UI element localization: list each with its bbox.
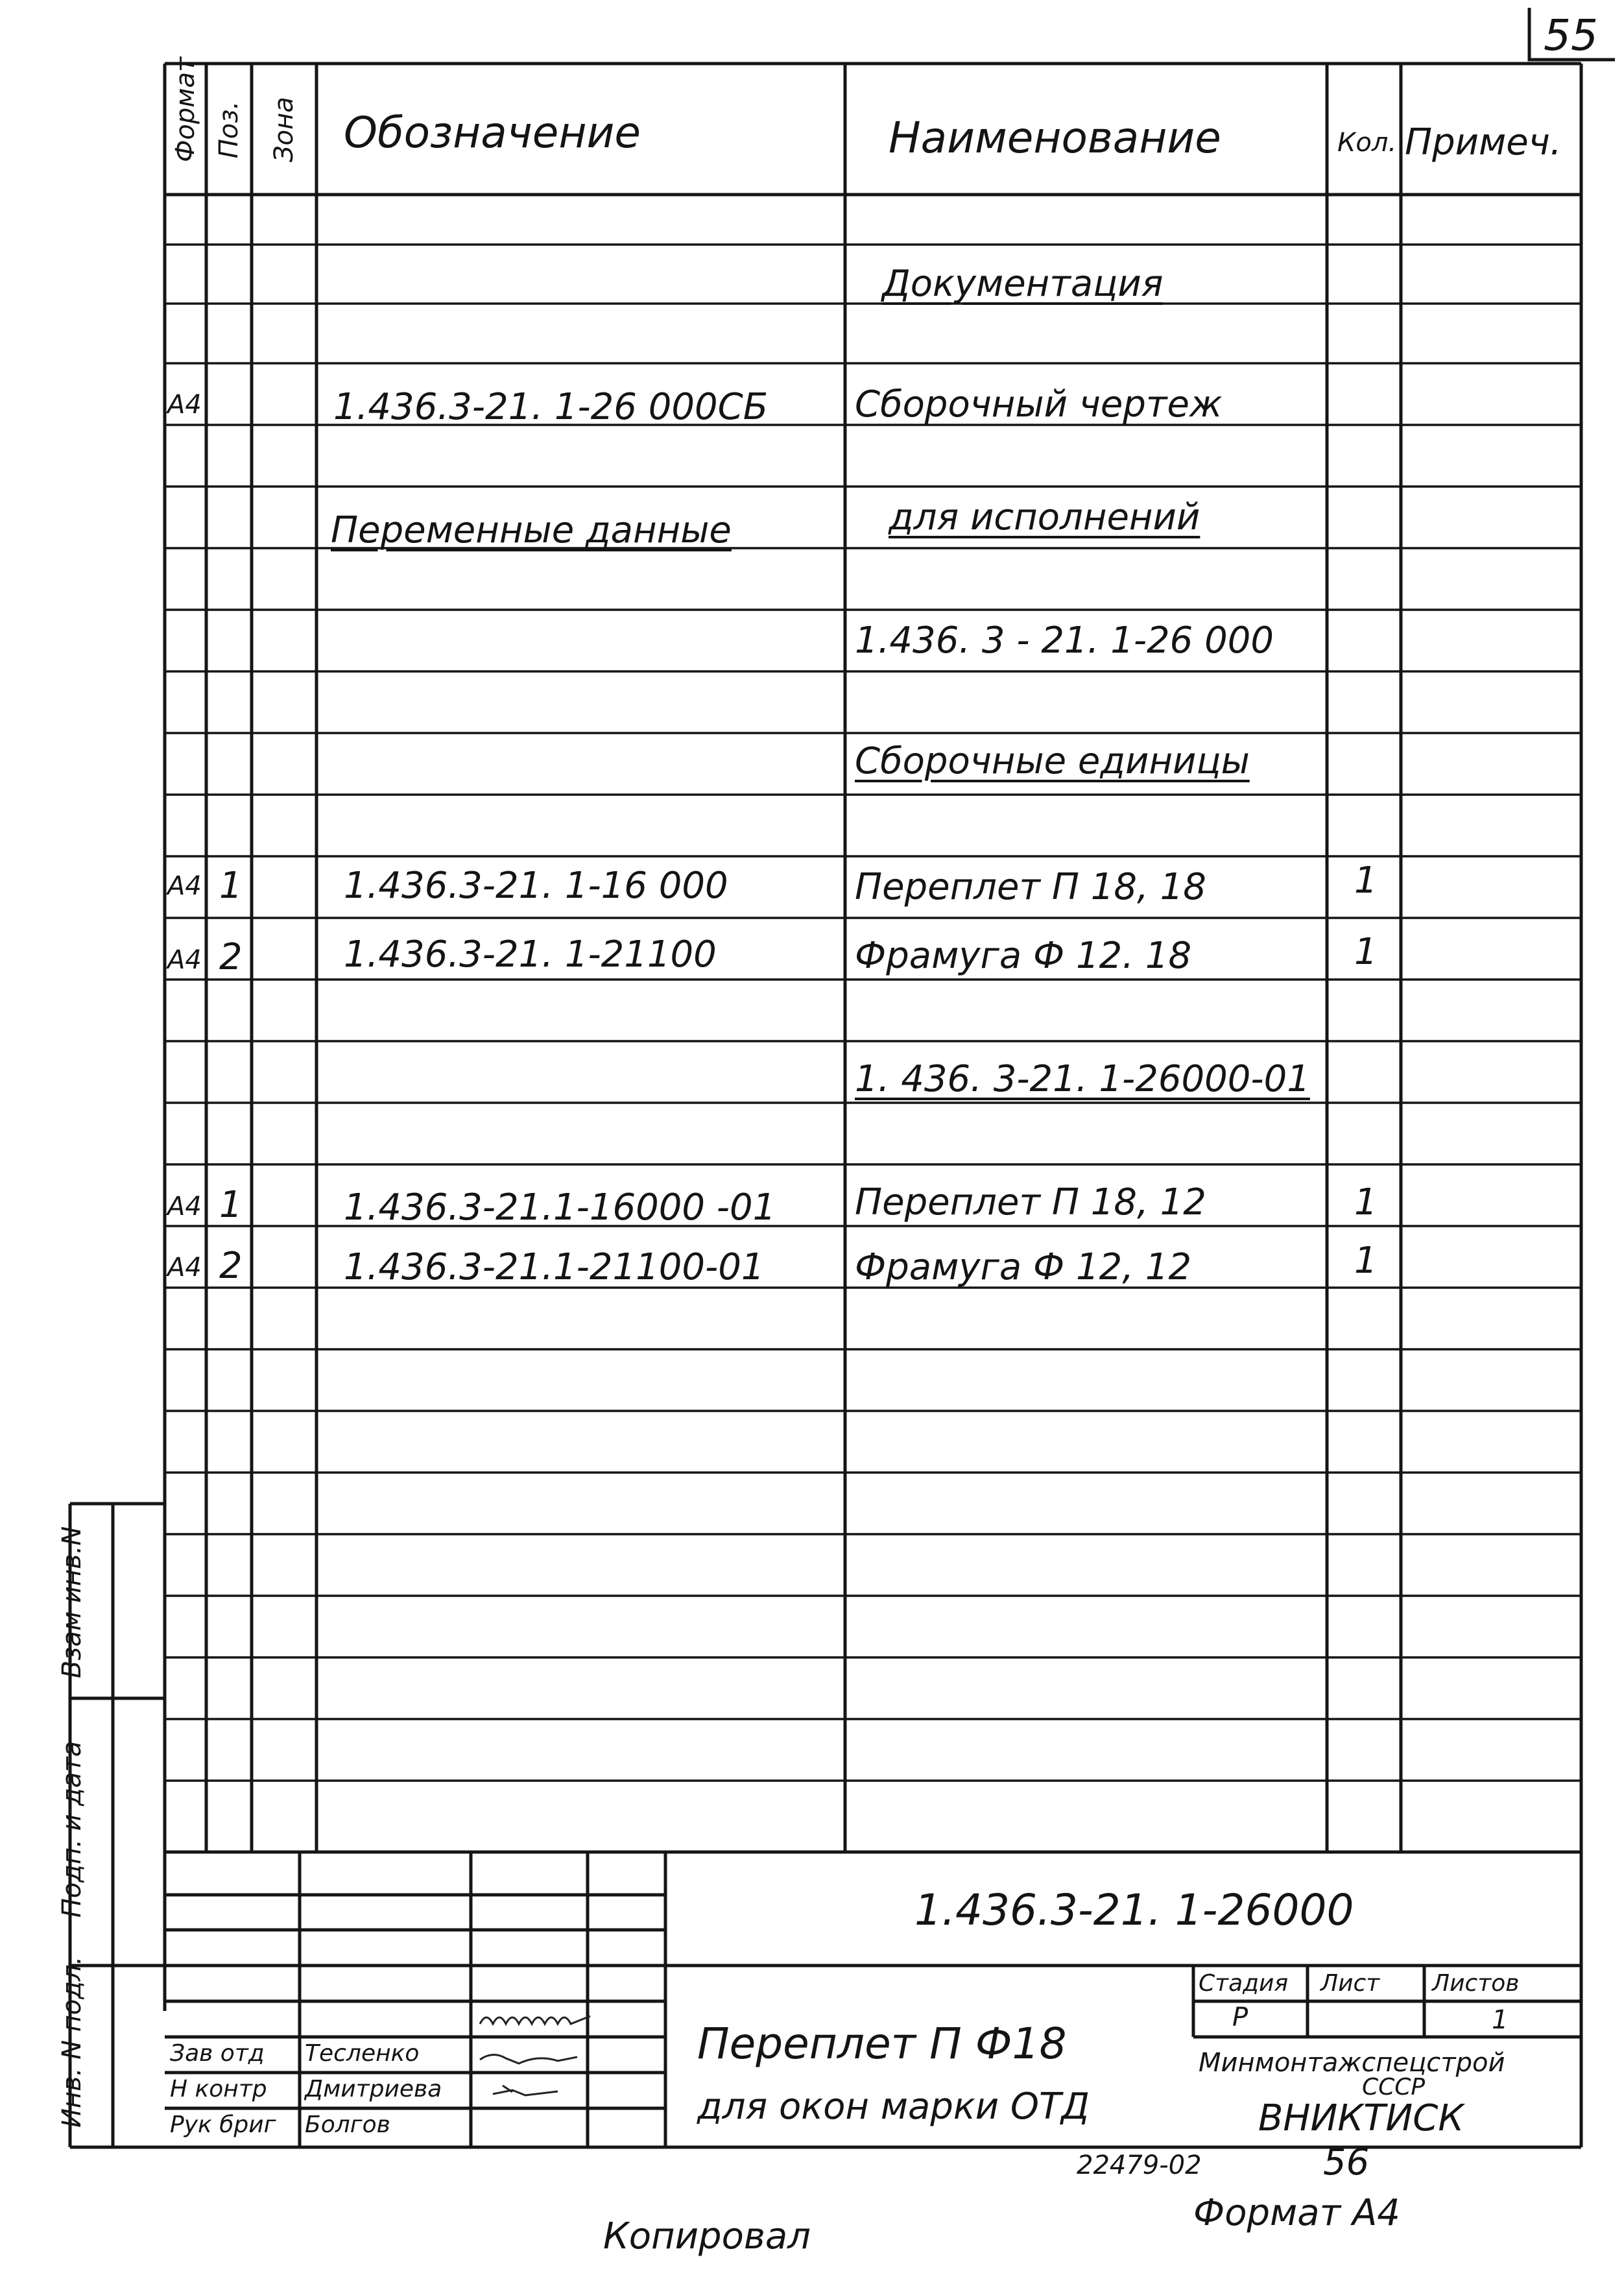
table-row: Фрамуга Ф 12, 12 [855,1246,1192,1288]
staff-role: Зав отд [170,2040,265,2067]
staff-name: Болгов [305,2112,390,2138]
table-row: А4 [167,871,202,901]
variant1-title: 1.436. 3 - 21. 1-26 000 [855,620,1274,662]
page-number: 56 [1323,2141,1370,2184]
side-inv-original: Инв. N подл. [57,1956,87,2128]
header-note: Примеч. [1405,121,1562,163]
header-zone: Зона [269,97,299,162]
table-row: Фрамуга Ф 12. 18 [855,935,1192,977]
sheets-label: Листов [1432,1970,1520,1997]
doc-code: 1.436.3-21. 1-26000 [914,1885,1354,1935]
stage-value: Р [1232,2003,1248,2032]
header-qty: Кол. [1337,128,1397,158]
sheets-value: 1 [1492,2005,1509,2035]
table-row: 1 [1354,931,1378,973]
table-row: 2 [219,936,243,978]
org-line-3: ВНИКТИСК [1258,2097,1464,2139]
staff-name: Дмитриева [305,2076,442,2102]
header-format: Формат [171,56,200,162]
sheet-number: 55 [1544,10,1598,60]
table-row: 1 [219,1184,243,1226]
table-row: 1 [219,865,243,907]
order-number: 22479-02 [1077,2150,1202,2180]
variable-data-left: Переменные данные [331,509,732,551]
table-row: 1.436.3-21.1-16000 -01 [344,1186,776,1229]
signature-marks [480,2016,590,2095]
table-row: 1 [1354,860,1378,902]
title-line-1: Переплет П Ф18 [697,2019,1067,2069]
side-sign-date: Подп. и дата [57,1740,87,1918]
table-row: Переплет П 18, 12 [855,1181,1206,1223]
header-pos: Поз. [214,101,244,159]
section-documentation: Документация [882,263,1164,305]
org-line-2: СССР [1362,2074,1426,2100]
section-assemblies: Сборочные единицы [855,740,1250,782]
table-row: Переплет П 18, 18 [855,866,1206,908]
format-footer: Формат А4 [1193,2192,1400,2234]
doc-format: А4 [167,390,202,420]
stage-label: Стадия [1199,1970,1289,1997]
table-row: 1.436.3-21. 1-16 000 [344,865,728,907]
copied-label: Копировал [603,2215,811,2257]
staff-role: Н контр [170,2076,267,2102]
table-row: 1.436.3-21. 1-21100 [344,933,717,976]
table-row: А4 [167,945,202,975]
table-row: 1 [1354,1181,1378,1223]
variable-data-right: для исполнений [889,496,1200,538]
doc-name: Сборочный чертеж [855,383,1223,426]
title-line-2: для окон марки ОТД [697,2086,1090,2128]
table-row: 1.436.3-21.1-21100-01 [344,1246,765,1288]
staff-name: Тесленко [305,2040,420,2067]
table-row: 1 [1354,1240,1378,1282]
table-row: 2 [219,1245,243,1287]
header-name: Наименование [889,113,1221,163]
staff-role: Рук бриг [170,2112,276,2138]
table-row: А4 [167,1253,202,1282]
side-replace-inv: Взам инв.N [57,1526,87,1679]
header-designation: Обозначение [344,108,641,158]
doc-designation: 1.436.3-21. 1-26 000СБ [333,386,769,428]
org-line-1: Минмонтажспецстрой [1199,2048,1505,2078]
variant2-title: 1. 436. 3-21. 1-26000-01 [855,1058,1310,1100]
sheet-label: Лист [1320,1970,1380,1997]
table-row: А4 [167,1192,202,1221]
